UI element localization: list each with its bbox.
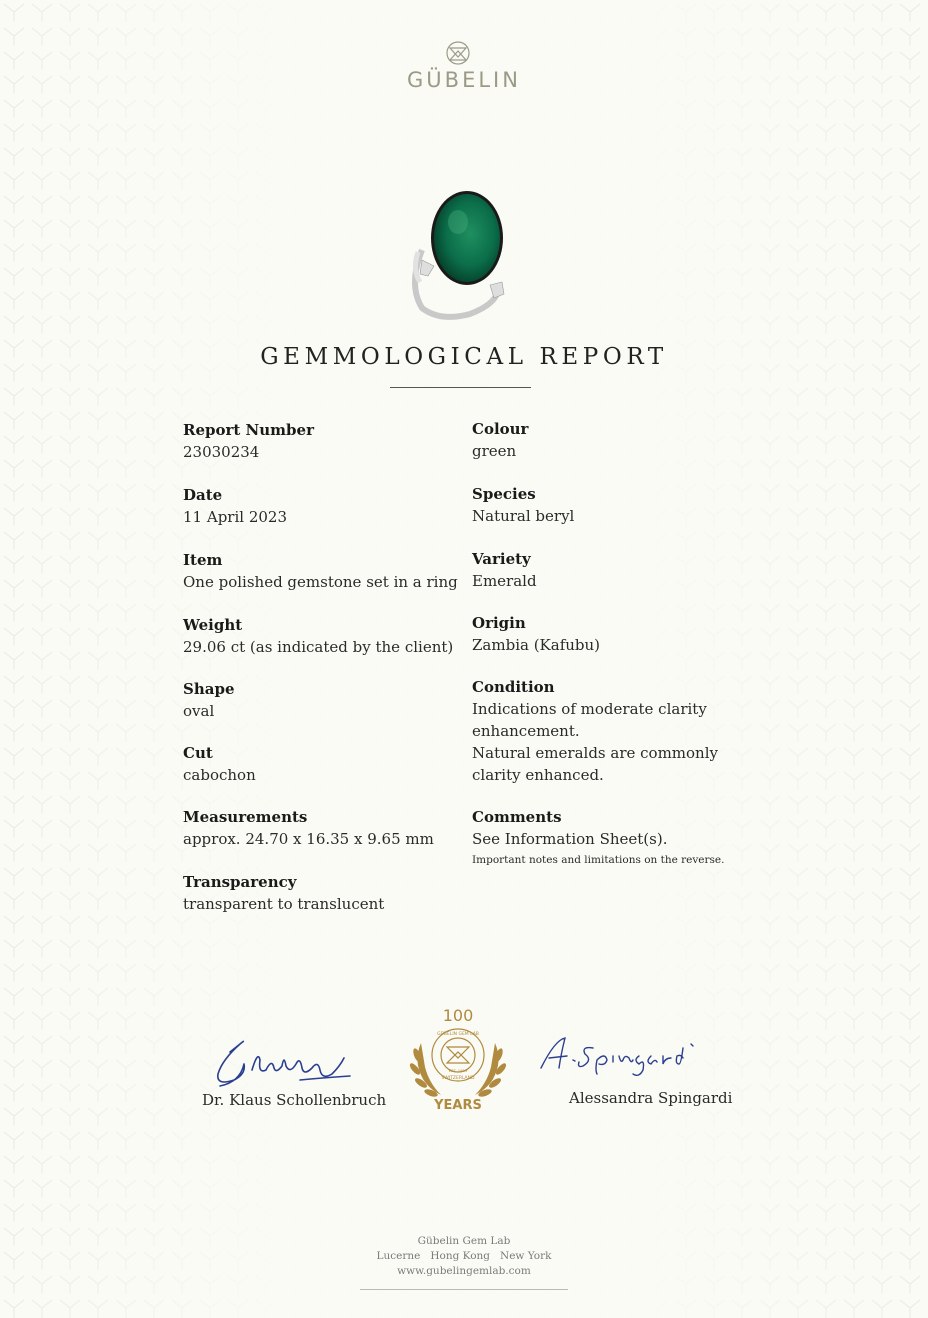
field-label: Shape — [183, 680, 235, 698]
field-value: cabochon — [183, 766, 256, 784]
reverse-note: Important notes and limitations on the reverse. — [472, 854, 725, 866]
field-cut — [183, 743, 473, 786]
field-value: green — [472, 442, 517, 460]
field-label: Measurements — [183, 808, 308, 826]
field-date — [183, 485, 473, 528]
field-value: oval — [183, 702, 215, 720]
field-measurements — [183, 807, 473, 850]
field-value: See Information Sheet(s). — [472, 830, 668, 848]
field-variety — [472, 549, 762, 592]
footer — [330, 1234, 598, 1279]
title-divider — [390, 387, 531, 388]
field-value: 23030234 — [183, 443, 260, 461]
field-origin — [472, 613, 762, 656]
svg-text:SWITZERLAND: SWITZERLAND — [441, 1076, 475, 1081]
field-label: Comments — [472, 808, 562, 826]
signatory-left-name: Dr. Klaus Schollenbruch — [202, 1091, 387, 1109]
field-label: Cut — [183, 744, 213, 762]
footer-website: www.gubelingemlab.com — [397, 1265, 531, 1277]
signatory-right-name: Alessandra Spingardi — [569, 1089, 733, 1107]
field-label: Transparency — [183, 873, 297, 891]
centenary-seal-icon — [399, 1003, 517, 1121]
field-value: Zambia (Kafubu) — [472, 636, 601, 654]
field-label: Date — [183, 486, 223, 504]
footer-locations: Lucerne Hong Kong New York — [376, 1250, 552, 1262]
signature-spingardi — [535, 1030, 755, 1080]
field-label: Weight — [183, 616, 243, 634]
brand-wordmark: GÜBELIN — [407, 68, 521, 92]
field-transparency — [183, 872, 473, 915]
footer-divider — [360, 1289, 568, 1290]
footer-lab-name: Gübelin Gem Lab — [417, 1235, 511, 1247]
field-label: Variety — [472, 550, 531, 568]
field-weight — [183, 615, 473, 658]
field-value: enhancement. — [472, 722, 580, 740]
field-value: clarity enhanced. — [472, 766, 604, 784]
field-value: Emerald — [472, 572, 537, 590]
field-label: Condition — [472, 678, 555, 696]
svg-text:100: 100 — [442, 1006, 474, 1025]
field-species — [472, 484, 762, 527]
field-value: approx. 24.70 x 16.35 x 9.65 mm — [183, 830, 434, 848]
field-value: 11 April 2023 — [183, 508, 287, 526]
field-value: One polished gemstone set in a ring — [183, 573, 458, 591]
emerald-ring-image — [400, 190, 520, 325]
field-comments — [472, 807, 762, 866]
signature-schollenbruch — [200, 1030, 360, 1092]
svg-text:GÜBELIN GEM LAB: GÜBELIN GEM LAB — [437, 1032, 479, 1037]
field-label: Colour — [472, 420, 529, 438]
field-value: Natural beryl — [472, 507, 575, 525]
field-report-number — [183, 420, 473, 463]
field-value: Natural emeralds are commonly — [472, 744, 718, 762]
field-shape — [183, 679, 473, 722]
field-label: Report Number — [183, 421, 314, 439]
field-value: 29.06 ct (as indicated by the client) — [183, 638, 454, 656]
gubelin-logo-icon — [441, 40, 475, 70]
field-item — [183, 550, 473, 593]
field-label: Item — [183, 551, 223, 569]
field-label: Species — [472, 485, 536, 503]
report-title: GEMMOLOGICAL REPORT — [260, 344, 668, 370]
field-condition — [472, 677, 762, 786]
svg-text:YEARS: YEARS — [434, 1098, 482, 1113]
field-label: Origin — [472, 614, 526, 632]
svg-text:EST. 1923: EST. 1923 — [448, 1068, 468, 1073]
field-colour — [472, 419, 762, 462]
field-value: transparent to translucent — [183, 895, 385, 913]
field-value: Indications of moderate clarity — [472, 700, 707, 718]
